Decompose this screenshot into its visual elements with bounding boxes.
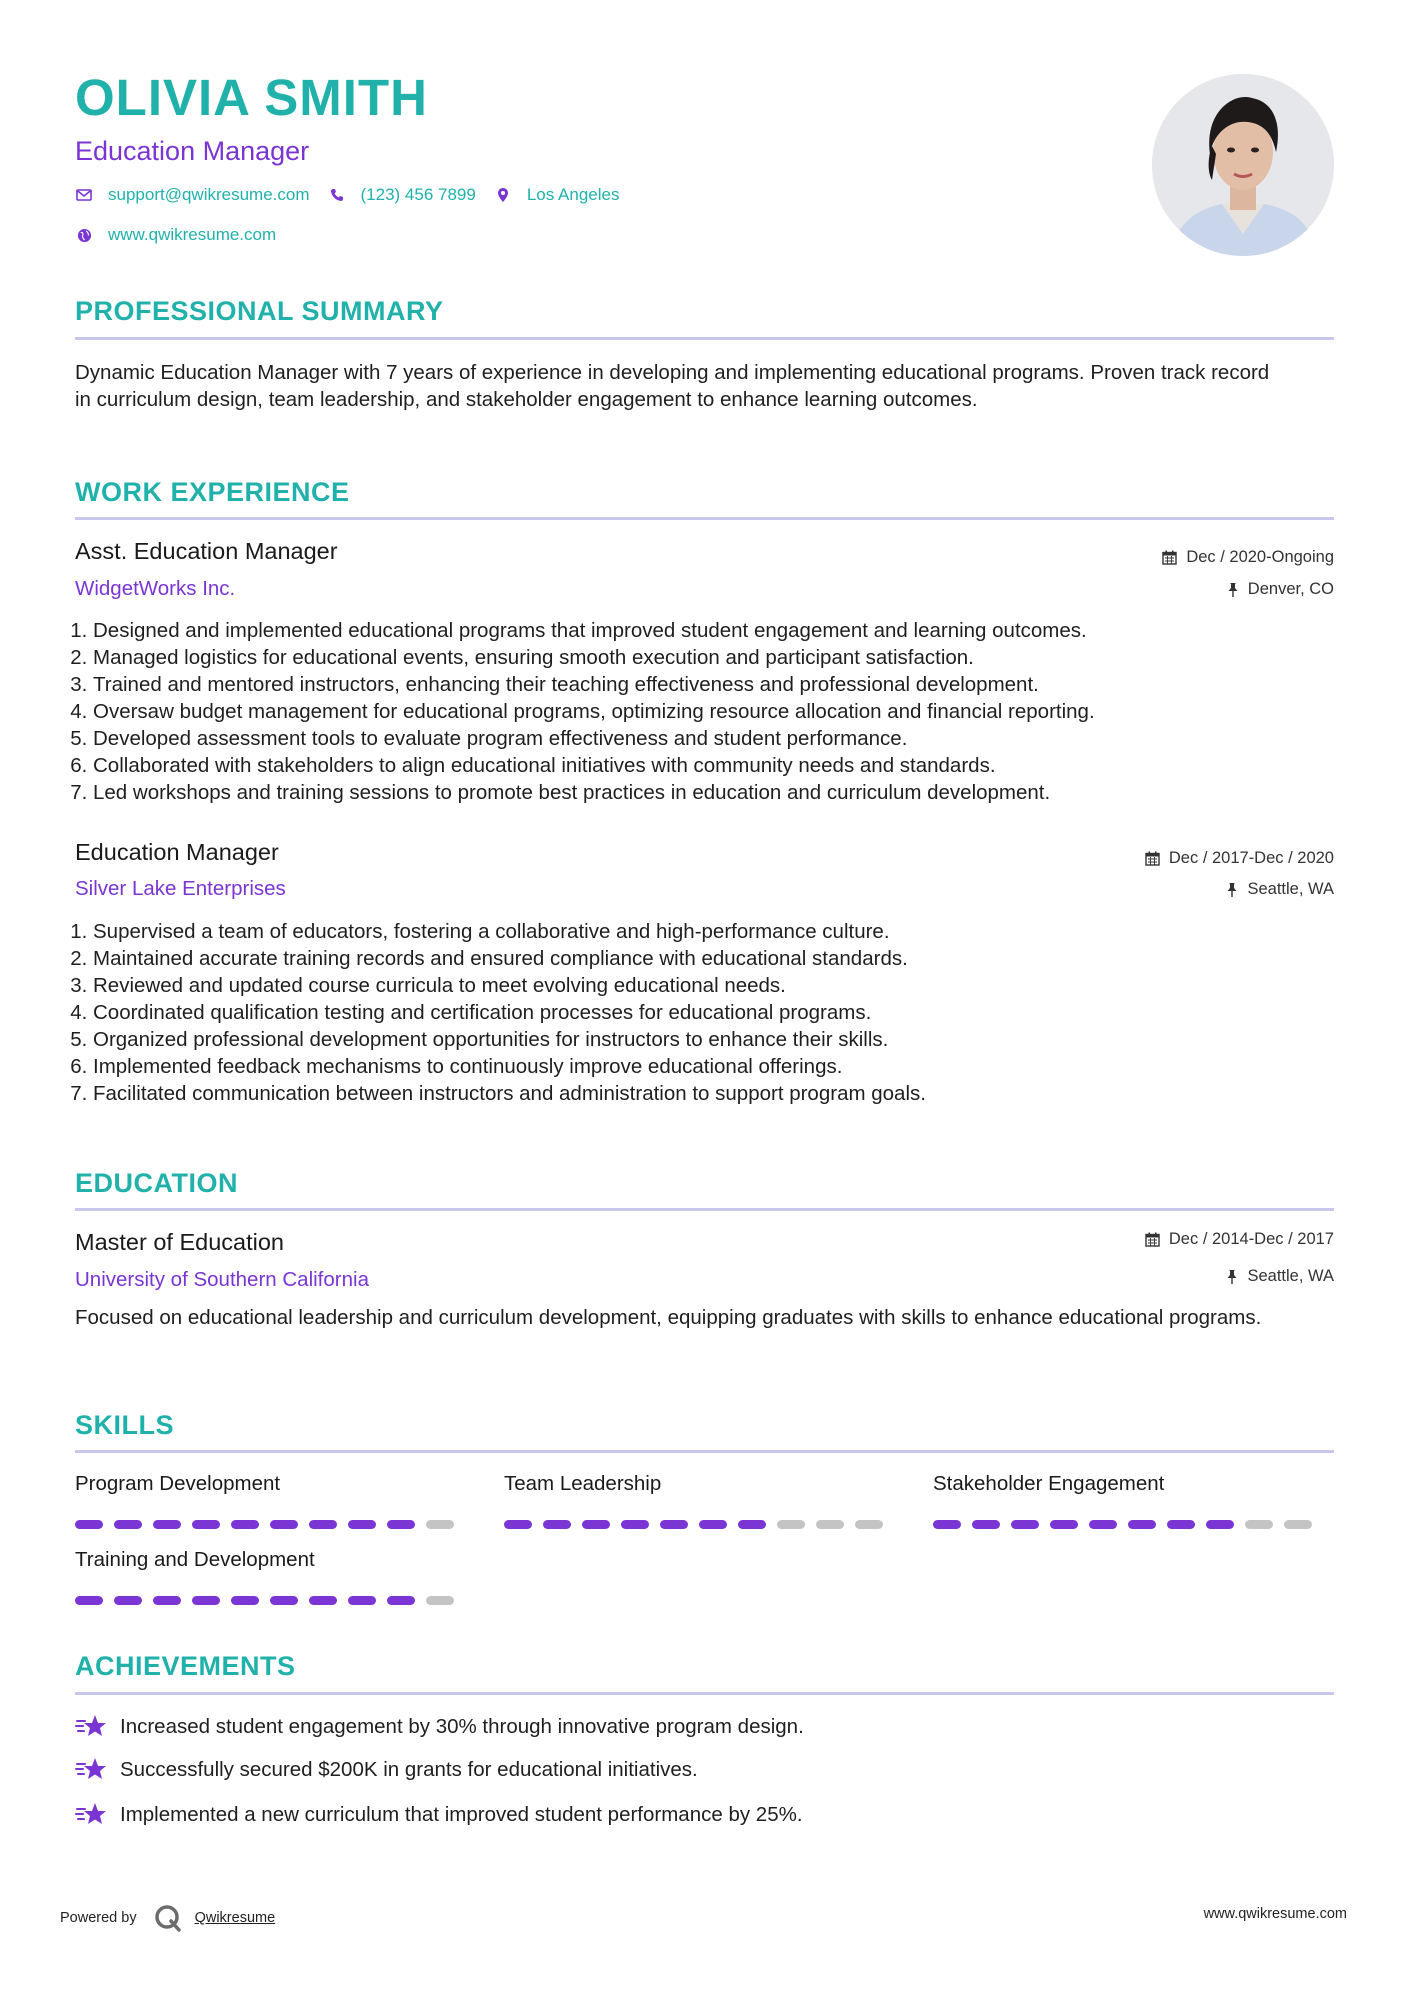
location-label: Denver, CO (1247, 580, 1334, 598)
education-dates (1145, 1230, 1334, 1249)
skill-dot-filled (1089, 1520, 1117, 1529)
globe-icon (75, 226, 93, 244)
skill-dot-empty (426, 1596, 454, 1605)
company-name: Silver Lake Enterprises (75, 877, 286, 900)
achievement-item (75, 1713, 804, 1741)
location-label: Seattle, WA (1247, 880, 1334, 898)
skill-dot-empty (855, 1520, 883, 1529)
date-range: Dec / 2020-Ongoing (1186, 548, 1334, 566)
skill-dot-filled (270, 1520, 298, 1529)
skill-dot-filled (75, 1596, 103, 1605)
summary-text: Dynamic Education Manager with 7 years of experience in developing and implementing educational programs. Proven track record in curriculum design, team leadership, and stakeholder engagement to enhance learning outcomes. (75, 361, 1270, 411)
task-item: 1. Supervised a team of educators, fostering a collaborative and high-performance culture. (93, 918, 926, 945)
date-range: Dec / 2014-Dec / 2017 (1168, 1230, 1334, 1248)
school-name: University of Southern California (75, 1268, 369, 1291)
skill-rating (504, 1520, 894, 1529)
section-divider (75, 337, 1334, 340)
experience-heading: WORK EXPERIENCE (75, 477, 350, 507)
section-divider (75, 517, 1334, 520)
skill-name: Team Leadership (504, 1472, 662, 1495)
skill-dot-filled (1206, 1520, 1234, 1529)
skill-dot-filled (387, 1520, 415, 1529)
degree-title: Master of Education (75, 1229, 284, 1255)
task-item: 2. Managed logistics for educational events, ensuring smooth execution and participant satisfaction. (93, 644, 1095, 671)
job-title: Education Manager (75, 839, 279, 865)
skill-dot-filled (192, 1596, 220, 1605)
candidate-role: Education Manager (75, 136, 310, 167)
email-icon (75, 186, 93, 204)
skill-dot-filled (114, 1520, 142, 1529)
skill-dot-filled (543, 1520, 571, 1529)
profile-photo (1152, 74, 1334, 256)
skill-dot-filled (192, 1520, 220, 1529)
skill-dot-filled (1128, 1520, 1156, 1529)
achievement-item (75, 1756, 698, 1784)
education-description: Focused on educational leadership and curriculum development, equipping graduates with skills to enhance educational programs. (75, 1306, 1262, 1329)
skill-dot-filled (933, 1520, 961, 1529)
skill-dot-filled (270, 1596, 298, 1605)
job-dates (1145, 849, 1334, 868)
job-location (1227, 580, 1334, 599)
summary-heading: PROFESSIONAL SUMMARY (75, 296, 444, 326)
powered-by-label: Powered by (60, 1910, 137, 1926)
location-pin-icon (494, 186, 512, 204)
section-divider (75, 1692, 1334, 1695)
pushpin-icon (1226, 1269, 1238, 1284)
skill-dot-filled (582, 1520, 610, 1529)
skill-dot-empty (816, 1520, 844, 1529)
skill-dot-filled (972, 1520, 1000, 1529)
skill-dot-filled (153, 1596, 181, 1605)
skill-name: Training and Development (75, 1548, 315, 1571)
job-dates (1162, 548, 1334, 567)
task-item: 6. Implemented feedback mechanisms to continuously improve educational offerings. (93, 1053, 926, 1080)
footer-powered-by (60, 1903, 275, 1933)
skill-dot-filled (348, 1596, 376, 1605)
achievement-text: Successfully secured $200K in grants for educational initiatives. (120, 1758, 698, 1781)
website-row (75, 225, 637, 245)
education-location (1226, 1267, 1334, 1286)
contact-row (75, 185, 637, 205)
skill-dot-filled (114, 1596, 142, 1605)
task-item: 6. Collaborated with stakeholders to align educational initiatives with community needs and standards. (93, 752, 1095, 779)
skill-dot-filled (1167, 1520, 1195, 1529)
skill-dot-filled (75, 1520, 103, 1529)
skill-dot-filled (1050, 1520, 1078, 1529)
achievement-item (75, 1801, 803, 1829)
skill-dot-filled (231, 1520, 259, 1529)
skill-name: Program Development (75, 1472, 281, 1495)
date-range: Dec / 2017-Dec / 2020 (1168, 849, 1334, 867)
qwikresume-logo-icon (153, 1903, 183, 1933)
skill-rating (933, 1520, 1323, 1529)
task-item: 5. Organized professional development opportunities for instructors to enhance their skills. (93, 1026, 926, 1053)
qwikresume-link[interactable]: Qwikresume (194, 1910, 276, 1926)
skill-dot-filled (309, 1596, 337, 1605)
achievements-heading: ACHIEVEMENTS (75, 1651, 296, 1681)
pushpin-icon (1227, 582, 1239, 597)
calendar-icon (1162, 550, 1177, 565)
skill-dot-empty (1245, 1520, 1273, 1529)
task-item: 5. Developed assessment tools to evaluate program effectiveness and student performance. (93, 725, 1095, 752)
skill-dot-empty (426, 1520, 454, 1529)
resume-header (75, 70, 637, 245)
task-item: 7. Led workshops and training sessions to promote best practices in education and curriculum development. (93, 779, 1095, 806)
skill-dot-filled (231, 1596, 259, 1605)
education-heading: EDUCATION (75, 1168, 238, 1198)
star-icon (75, 1801, 107, 1829)
footer-url[interactable]: www.qwikresume.com (1203, 1906, 1347, 1922)
email-link[interactable]: support@qwikresume.com (108, 185, 310, 205)
job-title: Asst. Education Manager (75, 538, 338, 564)
skill-dot-filled (153, 1520, 181, 1529)
job-location (1226, 880, 1334, 899)
phone-icon (328, 186, 346, 204)
phone-number[interactable]: (123) 456 7899 (360, 185, 476, 205)
skill-dot-filled (387, 1596, 415, 1605)
task-item: 3. Trained and mentored instructors, enhancing their teaching effectiveness and professional development. (93, 671, 1095, 698)
pushpin-icon (1226, 882, 1238, 897)
task-item: 3. Reviewed and updated course curricula to meet evolving educational needs. (93, 972, 926, 999)
location-label: Seattle, WA (1247, 1267, 1334, 1285)
candidate-name: OLIVIA SMITH (75, 69, 428, 126)
star-icon (75, 1713, 107, 1741)
task-item: 7. Facilitated communication between instructors and administration to support program goals. (93, 1080, 926, 1107)
section-divider (75, 1450, 1334, 1453)
skill-name: Stakeholder Engagement (933, 1472, 1165, 1495)
job-task-list (69, 617, 1095, 806)
skill-rating (75, 1596, 465, 1605)
skill-dot-filled (348, 1520, 376, 1529)
skill-dot-filled (738, 1520, 766, 1529)
job-task-list (69, 918, 926, 1107)
skill-dot-filled (1011, 1520, 1039, 1529)
skill-dot-empty (777, 1520, 805, 1529)
skill-dot-filled (504, 1520, 532, 1529)
achievement-text: Increased student engagement by 30% through innovative program design. (120, 1715, 804, 1738)
section-divider (75, 1208, 1334, 1211)
task-item: 4. Coordinated qualification testing and certification processes for educational programs. (93, 999, 926, 1026)
task-item: 4. Oversaw budget management for educational programs, optimizing resource allocation and financial reporting. (93, 698, 1095, 725)
skill-dot-empty (1284, 1520, 1312, 1529)
calendar-icon (1145, 851, 1160, 866)
skill-dot-filled (621, 1520, 649, 1529)
calendar-icon (1145, 1232, 1160, 1247)
location-text: Los Angeles (526, 185, 620, 205)
task-item: 1. Designed and implemented educational programs that improved student engagement and learning outcomes. (93, 617, 1095, 644)
skills-heading: SKILLS (75, 1410, 175, 1440)
skill-dot-filled (699, 1520, 727, 1529)
skill-dot-filled (309, 1520, 337, 1529)
skill-dot-filled (660, 1520, 688, 1529)
skill-rating (75, 1520, 465, 1529)
achievement-text: Implemented a new curriculum that improved student performance by 25%. (120, 1803, 803, 1826)
star-icon (75, 1756, 107, 1784)
website-link[interactable]: www.qwikresume.com (108, 225, 277, 245)
task-item: 2. Maintained accurate training records and ensured compliance with educational standards. (93, 945, 926, 972)
company-name: WidgetWorks Inc. (75, 577, 236, 600)
